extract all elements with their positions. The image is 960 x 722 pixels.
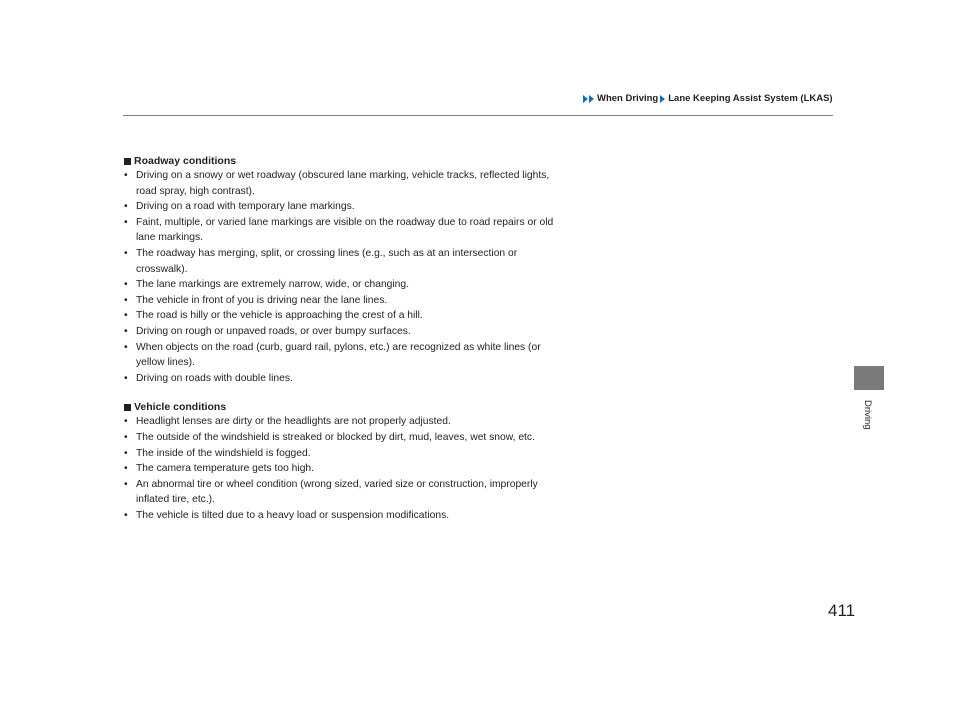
section-vehicle-conditions bbox=[124, 401, 564, 523]
list-item bbox=[124, 277, 564, 293]
list-item-text: Faint, multiple, or varied lane markings are visible on the roadway due to road repairs or old lane markings. bbox=[136, 216, 554, 244]
breadcrumb bbox=[583, 93, 833, 104]
list-item bbox=[124, 477, 564, 508]
bullet-icon: • bbox=[124, 216, 128, 228]
list-item-text: Driving on a road with temporary lane markings. bbox=[136, 201, 355, 213]
bullet-icon: • bbox=[124, 478, 128, 490]
list-item-text: The inside of the windshield is fogged. bbox=[136, 447, 311, 459]
bullet-icon: • bbox=[124, 294, 128, 306]
bullet-icon: • bbox=[124, 201, 128, 213]
bullet-icon: • bbox=[124, 509, 128, 521]
list-item-text: The roadway has merging, split, or crossing lines (e.g., such as at an intersection or crosswalk). bbox=[136, 247, 518, 275]
list-item-text: The vehicle in front of you is driving near the lane lines. bbox=[136, 294, 388, 306]
header-divider bbox=[123, 115, 833, 116]
condition-list bbox=[124, 414, 564, 523]
breadcrumb-arrow-icon bbox=[589, 95, 594, 103]
list-item-text: When objects on the road (curb, guard rail, pylons, etc.) are recognized as white lines (or yellow lines). bbox=[136, 341, 541, 369]
page-number: 411 bbox=[828, 601, 856, 620]
bullet-icon: • bbox=[124, 447, 128, 459]
list-item bbox=[124, 293, 564, 309]
list-item bbox=[124, 430, 564, 446]
list-item bbox=[124, 461, 564, 477]
breadcrumb-arrow-icon bbox=[583, 95, 588, 103]
list-item bbox=[124, 168, 564, 199]
breadcrumb-arrow-icon bbox=[660, 95, 665, 103]
section-heading bbox=[124, 401, 564, 414]
list-item bbox=[124, 414, 564, 430]
section-heading bbox=[124, 155, 564, 168]
bullet-icon: • bbox=[124, 310, 128, 322]
breadcrumb-item-lkas[interactable]: Lane Keeping Assist System (LKAS) bbox=[668, 93, 833, 104]
list-item-text: Driving on a snowy or wet roadway (obscured lane marking, vehicle tracks, reflected lights, road spray, high contrast). bbox=[136, 170, 550, 197]
list-item bbox=[124, 446, 564, 462]
list-item bbox=[124, 508, 564, 524]
list-item-text: The lane markings are extremely narrow, wide, or changing. bbox=[136, 279, 409, 291]
bullet-icon: • bbox=[124, 170, 128, 181]
bullet-icon: • bbox=[124, 325, 128, 337]
list-item bbox=[124, 308, 564, 324]
chapter-tab-label: Driving bbox=[862, 400, 873, 430]
bullet-icon: • bbox=[124, 247, 128, 259]
square-bullet-icon bbox=[124, 158, 131, 165]
list-item-text: Driving on roads with double lines. bbox=[136, 372, 293, 384]
list-item bbox=[124, 246, 564, 277]
list-item-text: The vehicle is tilted due to a heavy load or suspension modifications. bbox=[136, 509, 450, 521]
list-item bbox=[124, 324, 564, 340]
condition-list bbox=[124, 168, 564, 386]
bullet-icon: • bbox=[124, 431, 128, 443]
section-heading-text: Roadway conditions bbox=[134, 155, 237, 167]
bullet-icon: • bbox=[124, 416, 128, 428]
main-content bbox=[124, 155, 564, 523]
list-item-text: The camera temperature gets too high. bbox=[136, 463, 315, 475]
bullet-icon: • bbox=[124, 463, 128, 475]
list-item bbox=[124, 215, 564, 246]
list-item bbox=[124, 199, 564, 215]
bullet-icon: • bbox=[124, 341, 128, 353]
list-item-text: Driving on rough or unpaved roads, or over bumpy surfaces. bbox=[136, 325, 411, 337]
list-item bbox=[124, 371, 564, 387]
bullet-icon: • bbox=[124, 279, 128, 291]
breadcrumb-item-when-driving[interactable]: When Driving bbox=[597, 93, 659, 104]
square-bullet-icon bbox=[124, 404, 131, 411]
list-item-text: The road is hilly or the vehicle is approaching the crest of a hill. bbox=[136, 310, 423, 322]
bullet-icon: • bbox=[124, 372, 128, 384]
list-item-text: Headlight lenses are dirty or the headlights are not properly adjusted. bbox=[136, 416, 451, 428]
chapter-tab[interactable] bbox=[854, 366, 884, 390]
section-roadway-conditions bbox=[124, 155, 564, 386]
list-item-text: The outside of the windshield is streaked or blocked by dirt, mud, leaves, wet snow, etc. bbox=[136, 431, 535, 443]
section-heading-text: Vehicle conditions bbox=[134, 401, 227, 414]
list-item bbox=[124, 340, 564, 371]
list-item-text: An abnormal tire or wheel condition (wrong sized, varied size or construction, improperly inflated tire, etc.). bbox=[136, 478, 538, 506]
